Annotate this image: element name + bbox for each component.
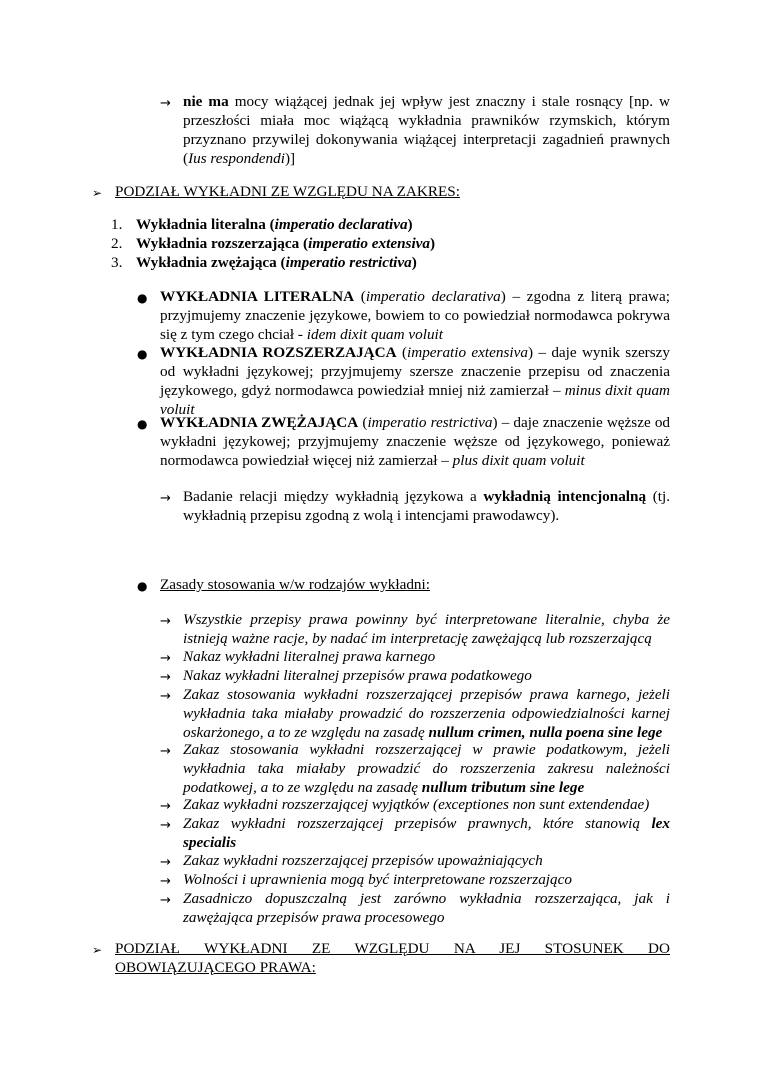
bullet-term: WYKŁADNIA LITERALNA	[160, 288, 355, 305]
item-close: )	[430, 235, 436, 252]
item-bold: Wykładnia rozszerzająca (	[136, 235, 309, 252]
intro-paragraph	[183, 92, 670, 168]
rule-bold: nullum tributum sine lege	[421, 779, 585, 796]
arrow-icon: →	[160, 651, 171, 666]
bullet-desc: – daje wynik szerszy od wykładni językowej; przyjmujemy szersze znaczenie przepisu od znaczenia językowego, gdyż normodawca powiedział mniej niż zamierzał –	[160, 344, 670, 399]
bullet-literal: WYKŁADNIA LITERALNA (imperatio declarativa) – zgodna z literą prawa; przyjmujemy znaczenie językowe, bowiem to co powiedział normodawca pokrywa się z tym czego chciał - idem dixit quam voluit	[160, 288, 670, 343]
arrow-icon: →	[160, 670, 171, 685]
arrow-icon: →	[160, 855, 171, 870]
relation-paragraph	[183, 487, 670, 525]
item-close: )	[407, 216, 413, 233]
rule-item	[183, 870, 670, 889]
rule-text: Wolności i uprawnienia mogą być interpretowane rozszerzająco	[183, 871, 572, 888]
bullet-maxim: minus dixit quam voluit	[160, 382, 671, 418]
intro-text-2: )]	[284, 150, 296, 167]
bullet-restrictive: WYKŁADNIA ZWĘŻAJĄCA (imperatio restrictiva) – daje znaczenie węższe od wykładni językowej; przyjmujemy znaczenie węższe od językowego, ponieważ normodawca powiedział więcej niż zamierzał – plus dixit quam voluit	[160, 414, 671, 469]
bullet-desc: – zgodna z literą prawa; przyjmujemy znaczenie językowe, bowiem to co powiedział normodawca pokrywa się z tym czego chciał -	[160, 288, 670, 343]
bullet-extensive: WYKŁADNIA ROZSZERZAJĄCA (imperatio extensiva) – daje wynik szerszy od wykładni językowej; przyjmujemy szersze znaczenie przepisu od znaczenia językowego, gdyż normodawca powiedział mniej niż zamierzał – minus dixit quam voluit	[160, 344, 671, 418]
item-number: 2.	[111, 235, 123, 252]
item-italic: imperatio declarativa	[274, 216, 408, 233]
rule-item	[183, 795, 670, 814]
triangle-bullet-icon: ➢	[92, 186, 103, 200]
section2-heading-line2: OBOWIĄZUJĄCEGO PRAWA:	[115, 959, 316, 976]
item-number: 1.	[111, 216, 123, 233]
arrow-icon: →	[160, 799, 171, 814]
bullet-dot-icon: ●	[137, 579, 148, 593]
arrow-icon: →	[160, 614, 171, 629]
rule-item	[183, 666, 670, 685]
item-bold: Wykładnia zwężająca (	[136, 254, 286, 271]
rule-bold: lex specialis	[183, 815, 670, 851]
arrow-icon: →	[160, 689, 171, 704]
bullet-dot-icon: ●	[137, 417, 148, 431]
relation-text-1: Badanie relacji między wykładnią językowa a	[183, 488, 484, 505]
item-italic: imperatio restrictiva	[285, 254, 412, 271]
rule-text: Zakaz wykładni rozszerzającej przepisów upoważniających	[183, 852, 543, 869]
intro-italic-term: Ius respondendi	[188, 150, 285, 167]
rule-text: Wszystkie przepisy prawa powinny być interpretowane literalnie, chyba że istnieją ważne racje, by nadać im interpretację zawężającą lub rozszerzającą	[183, 611, 670, 647]
bullet-term: WYKŁADNIA ROZSZERZAJĄCA	[160, 344, 397, 361]
rule-item	[183, 740, 670, 797]
rule-text: Nakaz wykładni literalnej przepisów prawa podatkowego	[183, 667, 532, 684]
rule-item	[183, 685, 670, 742]
intro-text-1: mocy wiążącej jednak jej wpływ jest znaczny i stale rosnący [np. w przeszłości miała moc wiążącą wykładnia prawników rzymskich, którym przyznano przywilej dokonywania wiążącej interpretacji zagadnień prawnych (	[183, 93, 670, 167]
relation-text-2: (tj. wykładnią przepisu zgodną z wolą i intencjami prawodawcy).	[183, 488, 670, 524]
rule-text: Zakaz stosowania wykładni rozszerzającej przepisów prawa karnego, jeżeli wykładnia taka miałaby prowadzić do rozszerzenia odpowiedzialności karnej oskarżonego, a to ze względu na zasadę	[183, 686, 670, 741]
item-number: 3.	[111, 254, 123, 271]
rule-text: Zakaz wykładni rozszerzającej przepisów prawnych, które stanowią	[183, 815, 652, 832]
rule-text: Zasadniczo dopuszczalną jest zarówno wykładnia rozszerzająca, jak i zawężająca przepisów prawa procesowego	[183, 890, 670, 926]
item-close: )	[411, 254, 417, 271]
triangle-bullet-icon: ➢	[92, 943, 103, 957]
bullet-dot-icon: ●	[137, 347, 148, 361]
arrow-icon: →	[160, 96, 171, 111]
numbered-list	[111, 215, 511, 272]
arrow-icon: →	[160, 818, 171, 833]
rule-item	[183, 610, 670, 648]
rule-item	[183, 647, 670, 666]
bullet-maxim: plus dixit quam voluit	[452, 452, 585, 469]
item-italic: imperatio extensiva	[308, 235, 431, 252]
bullet-dot-icon: ●	[137, 291, 148, 305]
rule-item	[183, 889, 670, 927]
arrow-icon: →	[160, 874, 171, 889]
rule-bold: nullum crimen, nulla poena sine lege	[428, 724, 663, 741]
arrow-icon: →	[160, 893, 171, 908]
item-bold: Wykładnia literalna (	[136, 216, 275, 233]
bullet-maxim: idem dixit quam voluit	[306, 326, 443, 343]
rules-heading: Zasady stosowania w/w rodzajów wykładni:	[160, 576, 430, 593]
bullet-desc: – daje znaczenie węższe od wykładni językowej; przyjmujemy znaczenie węższe od językowego, ponieważ normodawca powiedział więcej niż zamierzał –	[160, 414, 671, 469]
section1-heading: PODZIAŁ WYKŁADNI ZE WZGLĘDU NA ZAKRES:	[115, 183, 460, 200]
numbered-item	[111, 215, 511, 234]
section2-heading-line1: PODZIAŁ WYKŁADNI ZE WZGLĘDU NA JEJ STOSUNEK DO	[115, 940, 670, 957]
rule-item	[183, 814, 670, 852]
arrow-icon: →	[160, 744, 171, 759]
arrow-icon: →	[160, 491, 171, 506]
bullet-latin: imperatio declarativa	[365, 288, 501, 305]
bullet-latin: imperatio restrictiva	[367, 414, 493, 431]
rule-text: Zakaz wykładni rozszerzającej wyjątków (exceptiones non sunt extendendae)	[183, 796, 650, 813]
intro-bold-lead: nie ma	[183, 93, 229, 110]
bullet-latin: imperatio extensiva	[407, 344, 528, 361]
rule-text: Zakaz stosowania wykładni rozszerzającej w prawie podatkowym, jeżeli wykładnia taka miałaby prowadzić do rozszerzenia zakresu należności podatkowej, a to ze względu na zasadę	[183, 741, 670, 796]
rule-text: Nakaz wykładni literalnej prawa karnego	[183, 648, 436, 665]
numbered-item	[111, 253, 511, 272]
rule-item	[183, 851, 670, 870]
bullet-term: WYKŁADNIA ZWĘŻAJĄCA	[160, 414, 359, 431]
relation-bold: wykładnią intencjonalną	[483, 488, 647, 505]
numbered-item	[111, 234, 511, 253]
